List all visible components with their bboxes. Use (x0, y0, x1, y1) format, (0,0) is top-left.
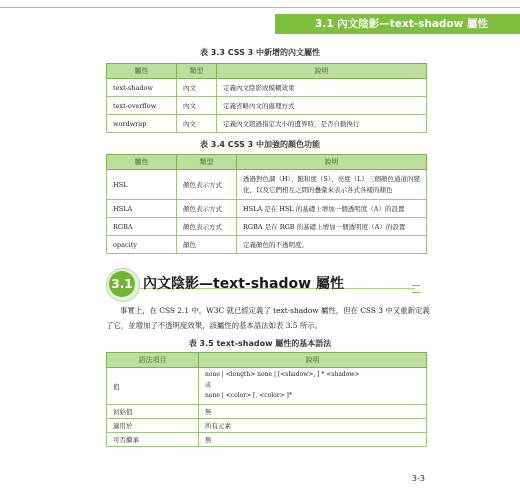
column-header: 說明 (217, 64, 427, 79)
table-row (107, 368, 427, 405)
column-header: 說明 (237, 155, 427, 170)
table-cell: 可否繼承 (107, 433, 199, 447)
table-cell: 顏色表示方式 (177, 218, 237, 236)
table-cell: HSLA 是在 HSL 的基礎上增加一個透明度（A）的設置 (237, 200, 427, 218)
table-row (107, 200, 427, 218)
page-number: 3-3 (411, 474, 425, 483)
table-row (107, 419, 427, 433)
table-header-row (107, 353, 427, 368)
table-3-3-caption: 表 3.3 CSS 3 中新增的內文屬性 (199, 48, 321, 57)
table-cell: 顏色表示方式 (177, 200, 237, 218)
table-row (107, 170, 427, 200)
syntax-line: none | <length> none | [<shadow>, ] * <shadow> (205, 371, 360, 379)
table-cell: RGBA 是在 RGB 的基礎上增加一個透明度（A）的設置 (237, 218, 427, 236)
table-cell: HSLA (107, 200, 177, 218)
table-cell: 內文 (177, 97, 217, 115)
table-cell: HSL (107, 170, 177, 200)
column-header: 類型 (177, 155, 237, 170)
table-cell: 定義省略內文的處理方式 (217, 97, 427, 115)
table-3-4-caption: 表 3.4 CSS 3 中加強的顏色功能 (199, 140, 321, 149)
table-cell: 初始值 (107, 405, 199, 419)
hsl-description-line: 透過對色調（H）、飽和度（S）、亮度（L）三個顏色通道的變 (243, 174, 420, 183)
column-header: 屬性 (107, 64, 177, 79)
syntax-line: 或 (205, 381, 212, 389)
table-cell: 定義顏色的不透明度。 (237, 236, 427, 254)
section-number-badge (106, 268, 140, 302)
paragraph-line: 事實上，在 CSS 2.1 中，W3C 就已經定義了 text-shadow 屬性，但在 CSS 3 中又重新定義 (120, 306, 430, 315)
table-3-5-caption: 表 3.5 text-shadow 屬性的基本語法 (188, 339, 332, 348)
table-cell: wordwrap (107, 115, 177, 133)
body-paragraph (106, 303, 430, 333)
table-cell: text-overflow (107, 97, 177, 115)
table-cell (237, 170, 427, 200)
table-cell: 所有元素 (199, 419, 427, 433)
column-header: 說明 (199, 353, 427, 368)
table-cell: 內文 (177, 115, 217, 133)
paragraph-line: 了它，並增加了不透明度效果，該屬性的基本語法如表 3.5 所示。 (106, 321, 323, 330)
column-header: 語法項目 (107, 353, 199, 368)
table-cell: text-shadow (107, 79, 177, 97)
table-cell: 顏色表示方式 (177, 170, 237, 200)
table-row (107, 115, 427, 133)
table-header-row (107, 155, 427, 170)
table-row (107, 236, 427, 254)
column-header: 屬性 (107, 155, 177, 170)
table-row (107, 405, 427, 419)
section-heading-rule-end (412, 285, 420, 293)
table-cell: 定義內文陰影或模糊效果 (217, 79, 427, 97)
table-3-5 (106, 352, 427, 447)
table-cell: 適用於 (107, 419, 199, 433)
table-cell: 顏色 (177, 236, 237, 254)
table-header-row (107, 64, 427, 79)
section-title: 內文陰影—text-shadow 屬性 (143, 276, 344, 292)
table-cell: 無 (199, 405, 427, 419)
hsl-description-line: 化，以及它們相互之間的疊彙來表示各式各樣的顏色 (243, 185, 393, 194)
section-number: 3.1 (109, 271, 135, 297)
table-cell: RGBA (107, 218, 177, 236)
table-cell: 定義內文超過指定大小的邊界時，是否自動換行 (217, 115, 427, 133)
running-header: 3.1 內文陰影—text-shadow 屬性 (315, 18, 488, 30)
table-row (107, 97, 427, 115)
table-row (107, 79, 427, 97)
table-cell (199, 368, 427, 405)
table-3-4 (106, 154, 427, 254)
table-row (107, 433, 427, 447)
table-row (107, 218, 427, 236)
table-cell: opacity (107, 236, 177, 254)
table-cell: 無 (199, 433, 427, 447)
syntax-line: none | <color> [, <color> ]* (205, 392, 292, 400)
column-header: 類型 (177, 64, 217, 79)
table-3-3 (106, 63, 427, 133)
table-cell: 值 (107, 368, 199, 405)
table-cell: 內文 (177, 79, 217, 97)
